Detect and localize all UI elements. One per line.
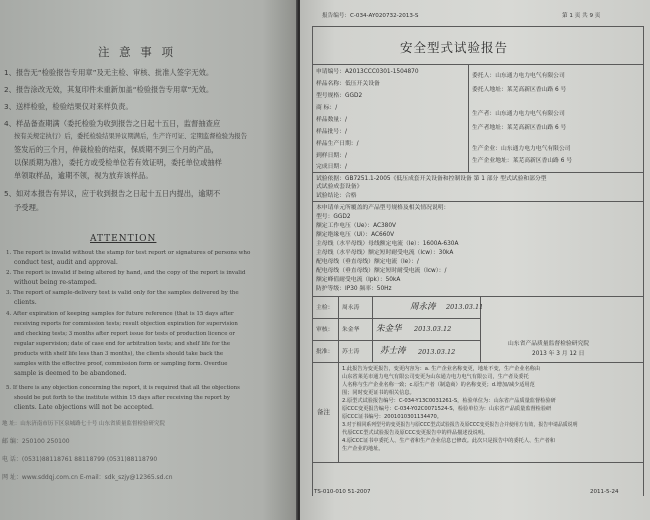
remark-line: 山东省莱芜市通力电气有限公司变更为山东通力电力电气有限公司，生产者及委托 <box>342 374 529 380</box>
notice-item: 以保质期为准），委托方或受检单位若有效证明，委托单位或抽样 <box>14 158 222 167</box>
notice-title: 注 意 事 项 <box>98 45 176 59</box>
signature-name: 苏士涛 <box>342 349 360 355</box>
signature-date: 2013.03.12 <box>418 348 456 356</box>
report-title: 安全型式试验报告 <box>400 40 509 55</box>
institute-postcode: 邮 编：250100 250100 <box>2 438 70 445</box>
field-production-date: 样品生产日期：/ <box>316 141 359 147</box>
spec-line: 配电母线（垂直母线）额定电流（Ie）：/ <box>316 259 419 265</box>
issue-date: 2013 年 3 月 12 日 <box>532 351 585 357</box>
notice-item: 予受理。 <box>14 203 44 212</box>
notice-item: 5、如对本报告有异议，应于收到报告之日起十五日内提出，逾期不 <box>4 189 221 198</box>
test-basis: 试验依据：GB7251.1-2005《低压成套开关设备和控制设备 第 1 部分 型式试验和部分型 <box>316 176 547 182</box>
signature-role: 审核： <box>316 327 334 333</box>
spec-line: 主母线（水平母线）额定短时耐受电流（Icw）：30kA <box>316 250 454 256</box>
basis-divider <box>312 172 644 173</box>
frame-top <box>312 26 644 27</box>
attention-item: receiving reports for commission tests; result objection expiration for supervision <box>14 321 238 327</box>
test-conclusion: 试验结论：合格 <box>316 193 357 199</box>
page-info: 第 1 页 共 9 页 <box>562 13 601 19</box>
sig-col-1 <box>338 296 339 362</box>
spec-divider <box>312 201 644 202</box>
form-version-date: 2011-5-24 <box>590 489 619 495</box>
institute-website: 网 址：www.sddqj.com.cn E-mail：sdk_szjy@12365.sd.cn <box>2 474 173 481</box>
title-divider <box>312 64 644 65</box>
remark-line: 原CCC证书编号：2001010301134470。 <box>342 414 442 420</box>
spec-line: 配电母线（垂直母线）额定短时耐受电流（Icw）：/ <box>316 268 447 274</box>
institute-phone: 电 话：(0531)88118761 88118799 (0531)88118790 <box>2 456 158 463</box>
remark-line: 代原CCC型式试验报告及原CCC变更报告中的样品描述没说明。 <box>342 430 489 436</box>
field-finish-date: 完成日期：/ <box>316 164 347 170</box>
notice-item: 按有关规定执行）后，委托检验结果异议期满后，生产许可证、定期监督检验为报告 <box>14 133 247 140</box>
remarks-divider <box>312 362 644 363</box>
signature-role: 批准： <box>316 349 334 355</box>
attention-item: 2. The report is invalid if being altered by hand, and the copy of the report is invalid <box>6 270 246 276</box>
spec-line: 额定峰值耐受电流（Ipk）：50kA <box>316 277 401 283</box>
attention-item: regular supervision; date of case end for arbitration tests; and shelf life for the <box>14 341 231 347</box>
sig-col-2 <box>372 296 373 362</box>
institute-address: 地 址：山东济南市历下区泉城路七十号 山东省质量监督检验研究院 <box>2 421 165 427</box>
notice-item: 4、样品备查期满（委托检验为收到报告之日起十五日，监督抽查应 <box>4 119 221 128</box>
field-trademark: 商 标：/ <box>316 105 338 111</box>
handwritten-signature: 朱金华 <box>376 324 402 334</box>
report-number: 报告编号：C-034-AY020732-2013-S <box>322 13 419 19</box>
frame-bottom <box>312 462 644 463</box>
attention-item: sample is deemed to be abandoned. <box>14 370 127 377</box>
signature-role: 主检： <box>316 305 334 311</box>
field-quantity: 样品数量：/ <box>316 117 347 123</box>
remarks-label: 备注 <box>317 408 330 416</box>
spec-line: 主母线（水平母线）母线额定电流（Ie）：1600A-630A <box>316 241 459 247</box>
field-model: 型号规格：GGD2 <box>316 93 363 99</box>
info-divider <box>468 64 469 172</box>
remark-line: 2.原型式试验报告编号：C-034-Y13C0031261-S，检验单位为：山东省产品质量监督检验研 <box>342 398 556 404</box>
attention-item: clients. <box>14 299 37 306</box>
right-page <box>300 0 650 520</box>
notice-item: 3、送样检验，检验结果仅对来样负责。 <box>4 102 133 111</box>
attention-item: should be put forth to the institute within 15 days after receiving the report by <box>14 395 230 401</box>
remark-line: 4.原CCC证书中委托人、生产者和生产企业信息已修改。此次只是报告中的委托人、生产者和 <box>342 438 555 444</box>
producer-name: 生产者：山东通力电力电气有限公司 <box>472 111 565 117</box>
field-batch: 样品批号：/ <box>316 129 347 135</box>
remark-line: 1.此报告为变更报告，变更内容为：a. 生产企业名称变更，地址不变，生产企业名称由 <box>342 366 541 372</box>
field-arrival-date: 到样日期：/ <box>316 153 347 159</box>
sig-row-2 <box>312 340 480 341</box>
form-code: TS-010-010 51-2007 <box>314 489 371 495</box>
manufacturer-address: 生产企业地址：莱芜高新区香山路 6 号 <box>472 158 573 164</box>
field-sample-name: 样品名称：低压开关设备 <box>316 81 380 87</box>
left-page <box>0 0 298 520</box>
client-address: 委托人地址：莱芜高新区香山路 6 号 <box>472 87 567 93</box>
handwritten-signature: 苏士涛 <box>380 346 406 356</box>
handwritten-signature: 周永涛 <box>410 302 436 312</box>
notice-item: 2、报告涂改无效，其复印件未重新加盖“检验报告专用章”无效。 <box>4 85 214 94</box>
attention-item: 4. After expiration of keeping samples for future reference (that is 15 days after <box>6 311 234 317</box>
attention-item: 1. The report is invalid without the stamp for test report or signatures of persons who <box>6 250 251 256</box>
attention-item: samples with the effective proof, commission form or sampling form. Overdue <box>14 361 228 367</box>
spec-line: 额定工作电压（Ue）：AC380V <box>316 223 397 229</box>
attention-item: 5. If there is any objection concerning the report, it is required that all the objections <box>6 385 240 391</box>
spec-line: 额定绝缘电压（Ui）：AC660V <box>316 232 395 238</box>
remarks-col <box>338 362 339 462</box>
issuing-institute: 山东省产品质量监督检验研究院 <box>508 341 590 347</box>
remark-line: 人名称与生产企业名称一致；c.原生产者（制造商）的名称变更；d.增加/减少适用范 <box>342 382 535 388</box>
signature-name: 朱金华 <box>342 327 360 333</box>
spec-line: 防护等级：IP30 频率：50Hz <box>316 286 392 292</box>
signature-divider <box>312 296 644 297</box>
attention-item: clients. Late objections will not be accepted. <box>14 404 154 411</box>
remark-line: 生产企业的地址。 <box>342 446 384 452</box>
spec-line: 型号：GGD2 <box>316 214 351 220</box>
signature-date: 2013.03.12 <box>414 325 452 333</box>
attention-item: without being re-stamped. <box>14 279 97 286</box>
notice-item: 签发后的三个月，仲裁检验的结束，保质期不到三个月的产品， <box>14 145 219 154</box>
remark-line: 3.对于相同系列型号的变更报告与原CCC型式试验报告及原CCC变更报告合并使用方有效，报告申请品质说明 <box>342 422 578 428</box>
notice-item: 单领取样品，逾期不领，视为放弃该样品。 <box>14 171 153 180</box>
attention-item: 3. The report of sample-delivery test is valid only for the samples delivered by the <box>6 290 239 296</box>
frame-right <box>643 26 644 496</box>
test-basis: 式试验成套设备》 <box>316 184 363 190</box>
producer-address: 生产者地址：莱芜高新区香山路 6 号 <box>472 125 567 131</box>
attention-item: conduct test, audit and approval. <box>14 259 118 266</box>
attention-item: and checking tests; 3 months after report issue for tests of production licence or <box>14 331 235 337</box>
notice-item: 1、报告无“检验报告专用章”及无主检、审核、批准人签字无效。 <box>4 68 214 77</box>
client-name: 委托人：山东通力电力电气有限公司 <box>472 73 565 79</box>
spec-heading: 本申请单元所覆盖的产品型号规格及相关情况说明： <box>316 205 450 211</box>
attention-item: products with shelf life less than 3 months), the clients should take back the <box>14 351 224 357</box>
frame-left <box>312 26 313 496</box>
signature-date: 2013.03.11 <box>446 303 484 311</box>
field-application-no: 申请编号：A2013CCC0301-1504870 <box>316 69 419 75</box>
manufacturer-name: 生产企业：山东通力电力电气有限公司 <box>472 146 571 152</box>
signature-name: 周永涛 <box>342 305 360 311</box>
attention-title: ATTENTION <box>90 234 157 244</box>
sig-row-1 <box>312 318 480 319</box>
remark-line: 围；同时变更证书的相关信息。 <box>342 390 415 396</box>
remark-line: 原CCC变更报告编号：C-034-Y02C0071524-S，检验单位为：山东省产品质量监督检验研 <box>342 406 552 412</box>
